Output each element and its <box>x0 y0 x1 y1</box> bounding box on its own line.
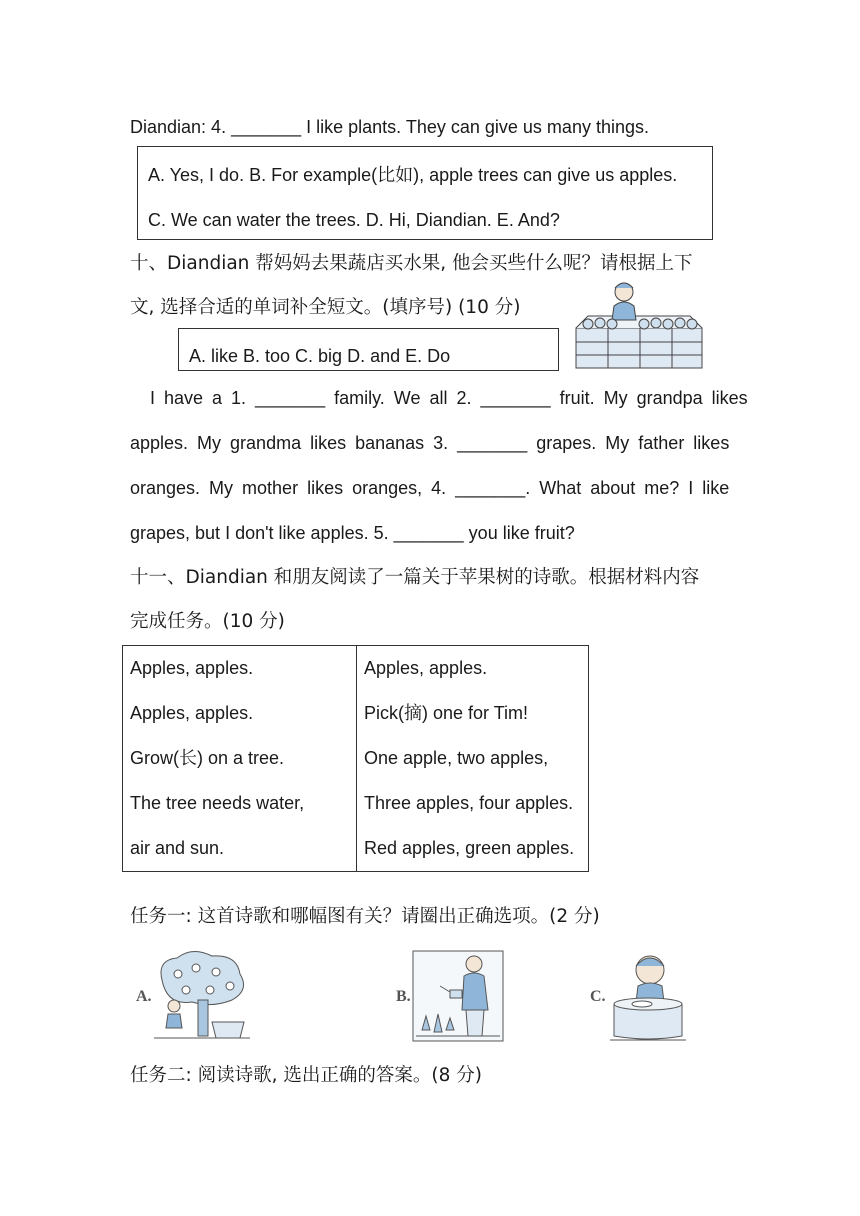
option-a-label[interactable]: A. <box>136 988 152 1005</box>
section-11-heading-line-2: 完成任务。(10 分) <box>130 611 285 632</box>
passage-line-4: grapes, but I don't like apples. 5. _______ you like fruit? <box>130 523 575 543</box>
dialogue-line-4: Diandian: 4. _______ I like plants. They can give us many things. <box>130 117 649 137</box>
poem-line: Apples, apples. <box>130 703 254 723</box>
fruit-stand-illustration <box>574 276 704 372</box>
passage-line-2: apples. My grandma likes bananas 3. _______ grapes. My father likes <box>130 433 730 453</box>
section-10-heading-line-1: 十、Diandian 帮妈妈去果蔬店买水果, 他会买些什么呢？请根据上下 <box>130 253 693 274</box>
poem-line: The tree needs water, <box>130 793 305 813</box>
poem-line: Three apples, four apples. <box>364 793 574 813</box>
options-row-1: A. Yes, I do. B. For example(比如), apple trees can give us apples. <box>148 165 678 185</box>
task-2-instruction: 任务二: 阅读诗歌, 选出正确的答案。(8 分) <box>130 1065 482 1086</box>
poem-line: One apple, two apples, <box>364 748 549 768</box>
poem-line: air and sun. <box>130 838 225 858</box>
poem-line: Pick(摘) one for Tim! <box>364 703 529 723</box>
poem-line: Apples, apples. <box>130 658 254 678</box>
option-c-label[interactable]: C. <box>590 988 606 1005</box>
poem-line: Apples, apples. <box>364 658 488 678</box>
passage-line-1: I have a 1. _______ family. We all 2. _______ fruit. My grandpa likes <box>150 388 748 408</box>
task-1-instruction: 任务一: 这首诗歌和哪幅图有关？请圈出正确选项。(2 分) <box>130 906 600 927</box>
poem-line: Red apples, green apples. <box>364 838 575 858</box>
poem-left-column <box>123 646 357 872</box>
watering-flowers-picture[interactable] <box>412 950 504 1042</box>
word-options: A. like B. too C. big D. and E. Do <box>189 346 451 366</box>
apple-tree-picture[interactable] <box>152 950 252 1042</box>
options-row-2: C. We can water the trees. D. Hi, Diandian. E. And? <box>148 210 560 230</box>
poem-line: Grow(长) on a tree. <box>130 748 285 768</box>
poem-table <box>122 645 589 872</box>
option-b-label[interactable]: B. <box>396 988 411 1005</box>
passage-line-3: oranges. My mother likes oranges, 4. _______. What about me? I like <box>130 478 730 498</box>
section-10-heading-line-2: 文, 选择合适的单词补全短文。(填序号) (10 分) <box>130 297 521 318</box>
section-11-heading-line-1: 十一、Diandian 和朋友阅读了一篇关于苹果树的诗歌。根据材料内容 <box>130 567 700 588</box>
boy-eating-picture[interactable] <box>608 952 688 1042</box>
poem-right-column <box>357 646 589 872</box>
